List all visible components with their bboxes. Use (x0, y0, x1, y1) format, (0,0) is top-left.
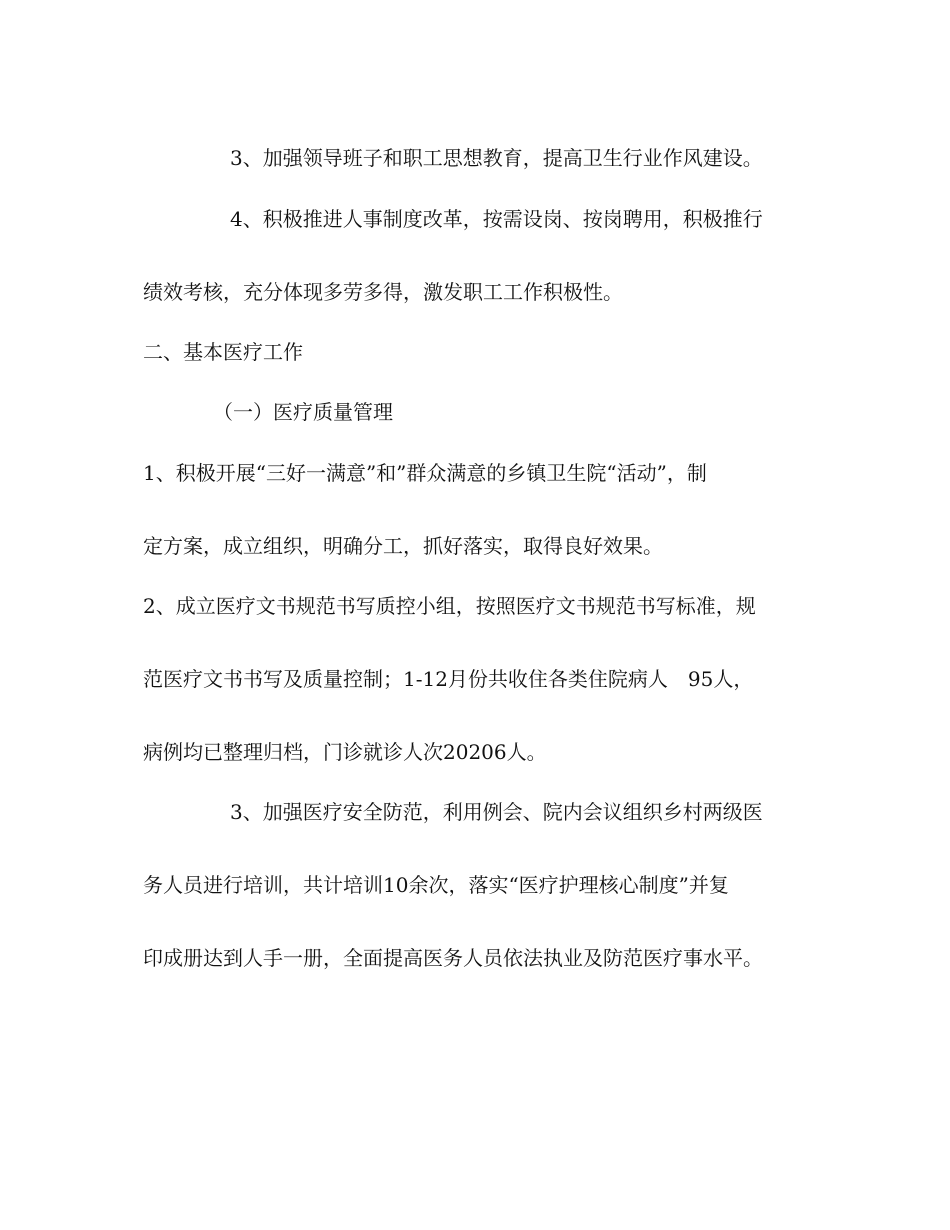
paragraph-line: 3、加强领导班子和职工思想教育，提高卫生行业作风建设。 (230, 146, 763, 170)
paragraph-line: 印成册达到人手一册，全面提高医务人员依法执业及防范医疗事水平。 (143, 946, 763, 970)
subsection-heading: （一）医疗质量管理 (213, 400, 393, 424)
paragraph-line: 3、加强医疗安全防范，利用例会、院内会议组织乡村两级医 (230, 800, 763, 824)
paragraph-line: 定方案，成立组织，明确分工，抓好落实，取得良好效果。 (143, 534, 663, 558)
paragraph-line: 绩效考核，充分体现多劳多得，激发职工工作积极性。 (143, 280, 623, 304)
paragraph-line: 4、积极推进人事制度改革，按需设岗、按岗聘用，积极推行 (230, 207, 763, 231)
paragraph-line: 病例均已整理归档，门诊就诊人次20206人。 (143, 740, 547, 764)
paragraph-line: 2、成立医疗文书规范书写质控小组，按照医疗文书规范书写标准，规 (143, 594, 756, 618)
paragraph-line: 范医疗文书书写及质量控制；1-12月份共收住各类住院病人 95人， (143, 667, 754, 691)
paragraph-line: 务人员进行培训，共计培训10余次，落实“医疗护理核心制度”并复 (143, 873, 729, 897)
paragraph-line: 1、积极开展“三好一满意”和”群众满意的乡镇卫生院“活动”，制 (143, 461, 707, 485)
section-heading: 二、基本医疗工作 (143, 340, 303, 364)
